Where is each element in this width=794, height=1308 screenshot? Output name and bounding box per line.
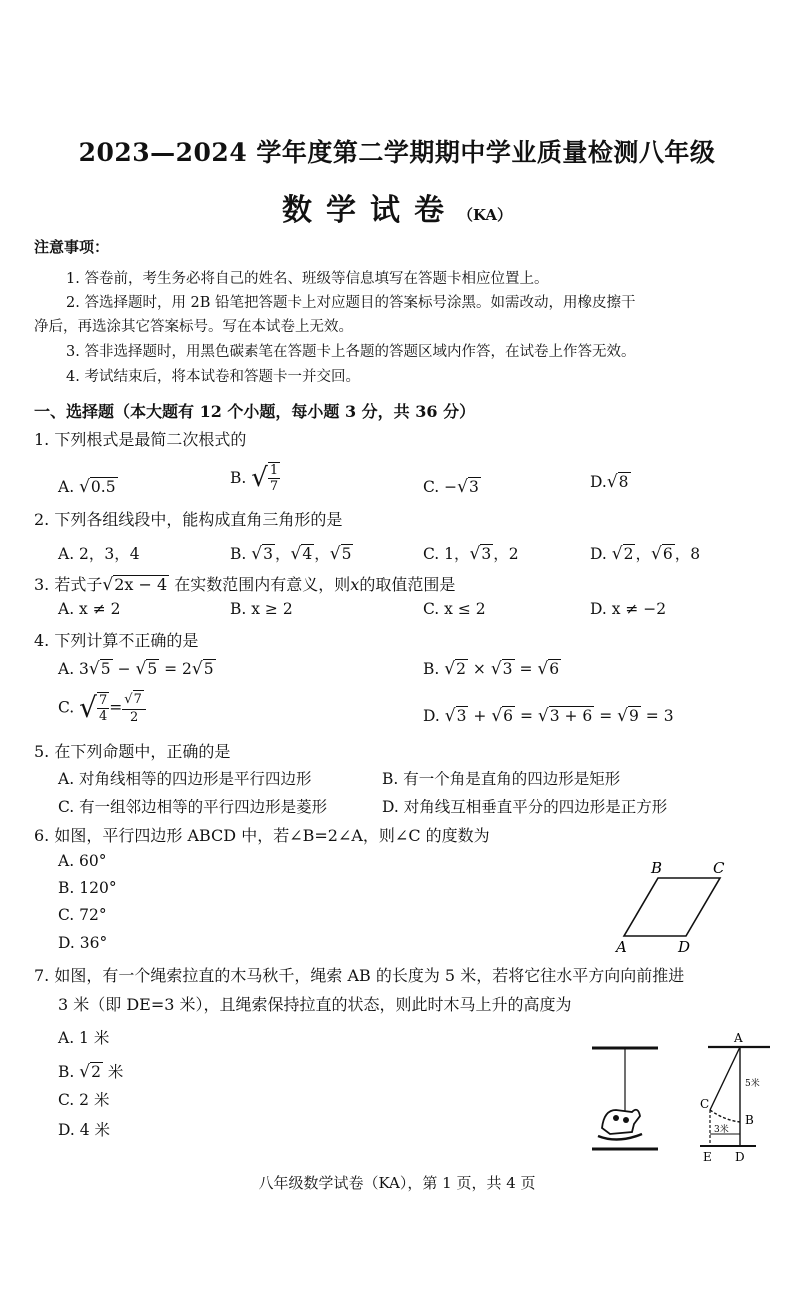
q3-option-a: A. x ≠ 2 — [58, 600, 121, 618]
q7-option-b: B. √2 米 — [58, 1062, 124, 1082]
exam-title-line1: 2023—2024 学年度第二学期期中学业质量检测八年级 — [78, 138, 716, 167]
q2-stem: 2. 下列各组线段中，能构成直角三角形的是 — [34, 510, 343, 529]
exam-title-main — [0, 185, 794, 229]
vertex-label-c: C — [713, 859, 725, 877]
notice-item-4: 4. 考试结束后，将本试卷和答题卡一并交回。 — [66, 369, 360, 385]
notice-heading: 注意事项： — [34, 238, 110, 256]
q3-option-c: C. x ≤ 2 — [423, 600, 486, 618]
q5-stem: 5. 在下列命题中，正确的是 — [34, 742, 231, 761]
swing-picture — [588, 1040, 668, 1155]
vertex-label-b: B — [651, 859, 663, 877]
geo-label-3m: 3米 — [714, 1125, 729, 1135]
exam-version: （KA） — [457, 206, 513, 224]
q6-stem: 6. 如图，平行四边形 ABCD 中，若∠B=2∠A，则∠C 的度数为 — [34, 826, 490, 845]
vertex-label-d: D — [678, 938, 691, 956]
page-footer: 八年级数学试卷（KA），第 1 页，共 4 页 — [258, 1174, 536, 1192]
geo-label-c: C — [700, 1097, 710, 1111]
q4-option-d: D. √3 + √6 = √3 + 6 = √9 = 3 — [423, 706, 674, 726]
parallelogram-abcd — [624, 878, 720, 936]
q1-option-b: B. √ $\frac{1}{7}$ — [230, 463, 279, 494]
geo-label-d: D — [735, 1150, 745, 1164]
q7-option-d: D. 4 米 — [58, 1121, 111, 1139]
q5-option-b: B. 有一个角是直角的四边形是矩形 — [382, 770, 621, 788]
q6-option-a: A. 60° — [58, 852, 107, 870]
q4-option-b: B. √2 × √3 = √6 — [423, 659, 560, 679]
q2-option-d: D. √2 ，√6 ，8 — [590, 544, 701, 564]
q7-stem-line2: 3 米（即 DE=3 米），且绳索保持拉直的状态，则此时木马上升的高度为 — [58, 995, 572, 1014]
q3-option-b: B. x ≥ 2 — [230, 600, 293, 618]
q7-option-a: A. 1 米 — [58, 1029, 110, 1047]
exam-subject-title: 数学试卷 — [281, 193, 458, 228]
q4-option-a: A. 3√5 − √5 = 2√5 — [58, 659, 214, 679]
q6-option-c: C. 72° — [58, 906, 107, 924]
geo-label-5m: 5米 — [745, 1079, 760, 1089]
q1-option-c: C. −√3 — [423, 477, 479, 497]
q2-option-a: A. 2，3，4 — [58, 545, 140, 563]
section-heading: 一、选择题（本大题有 12 个小题，每小题 3 分，共 36 分） — [34, 402, 476, 421]
q7-stem-line1: 7. 如图，有一个绳索拉直的木马秋千，绳索 AB 的长度为 5 米，若将它往水平方向向前推进 — [34, 966, 685, 985]
geo-label-a: A — [734, 1031, 743, 1045]
notice-item-2-cont: 净后，再选涂其它答案标号。写在本试卷上无效。 — [34, 319, 353, 335]
q1-option-d: D.√8 — [590, 472, 629, 492]
q6-option-d: D. 36° — [58, 934, 108, 952]
q6-option-b: B. 120° — [58, 879, 117, 897]
q1-stem: 1. 下列根式是最简二次根式的 — [34, 430, 247, 449]
geo-label-e: E — [703, 1150, 712, 1164]
q3-option-d: D. x ≠ −2 — [590, 600, 667, 618]
notice-item-2: 2. 答选择题时，用 2B 铅笔把答题卡上对应题目的答案标号涂黑。如需改动，用橡皮擦干 — [66, 295, 636, 311]
q5-option-d: D. 对角线互相垂直平分的四边形是正方形 — [382, 798, 668, 816]
q4-option-c: C. √ $\frac{7}{4}$ = $\frac{√7}{2}$ — [58, 690, 146, 725]
notice-item-1: 1. 答卷前，考生务必将自己的姓名、班级等信息填写在答题卡相应位置上。 — [66, 271, 549, 287]
q7-option-c: C. 2 米 — [58, 1091, 110, 1109]
q2-option-c: C. 1，√3 ，2 — [423, 544, 519, 564]
q3-stem: 3. 若式子√2x − 4 在实数范围内有意义，则x的取值范围是 — [34, 575, 456, 595]
notice-item-3: 3. 答非选择题时，用黑色碳素笔在答题卡上各题的答题区域内作答，在试卷上作答无效。 — [66, 344, 636, 360]
q4-stem: 4. 下列计算不正确的是 — [34, 631, 199, 650]
geo-label-b: B — [745, 1113, 754, 1127]
parallelogram-figure — [608, 856, 738, 956]
q1-option-a: A. √0.5 — [58, 477, 116, 497]
swing-geometry-figure — [690, 1028, 776, 1166]
q5-option-a: A. 对角线相等的四边形是平行四边形 — [58, 770, 312, 788]
vertex-label-a: A — [616, 938, 627, 956]
rocking-horse-icon — [598, 1110, 642, 1140]
q5-option-c: C. 有一组邻边相等的平行四边形是菱形 — [58, 798, 328, 816]
q2-option-b: B. √3 ，√4 ，√5 — [230, 544, 352, 564]
